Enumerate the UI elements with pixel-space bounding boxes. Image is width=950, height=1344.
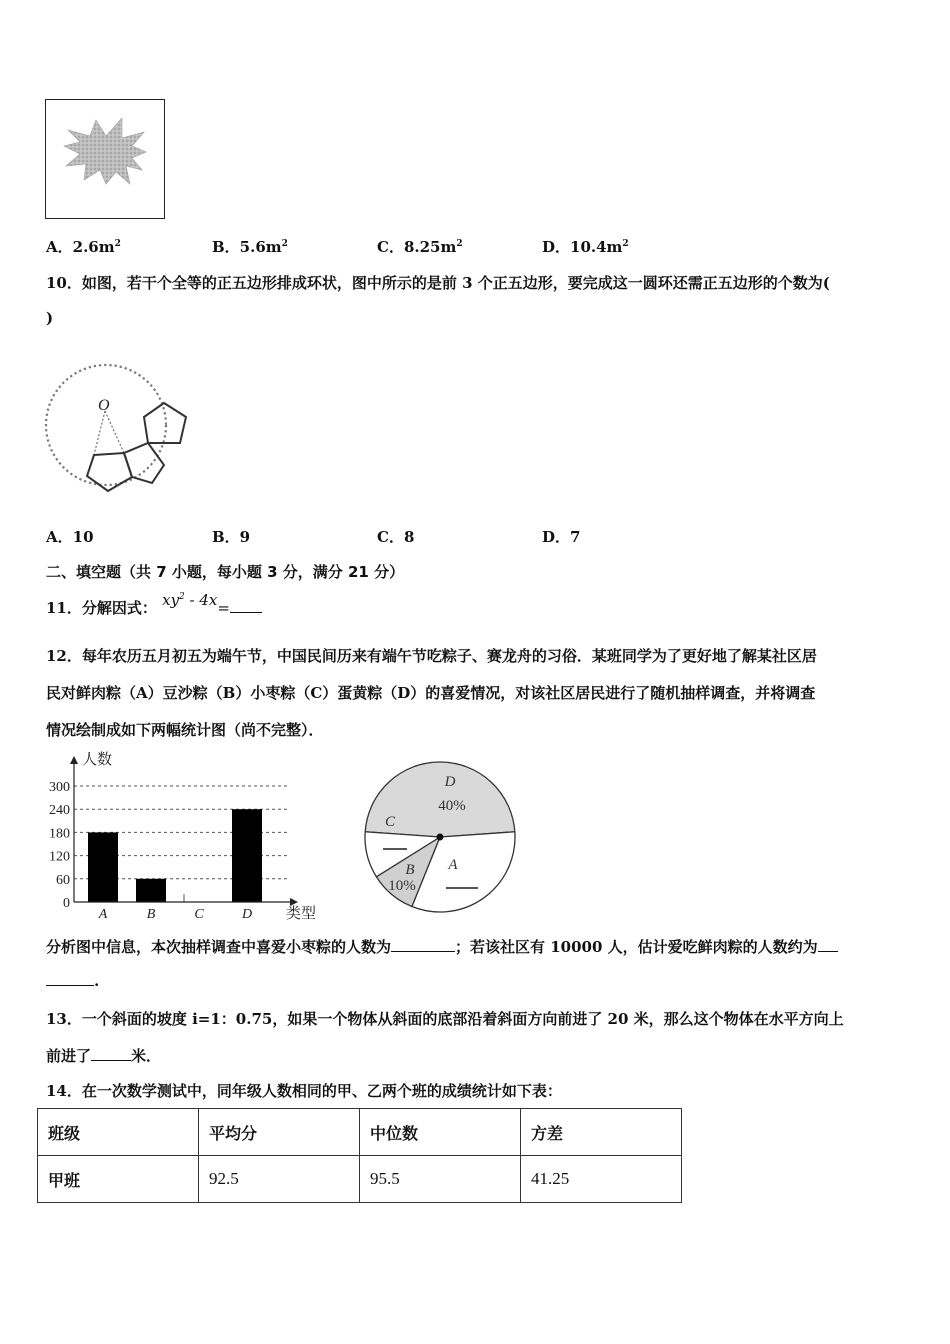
q11-line: [46, 591, 262, 618]
q9-option-b: B．$5.6m^2$: [212, 238, 288, 256]
q10-text: 10．如图，若干个全等的正五边形排成环状，图中所示的是前 3 个正五边形，要完成这一圆环还需正五边形的个数为(: [46, 274, 830, 292]
y-tick-label: 240: [49, 803, 70, 819]
q13-blank[interactable]: [91, 1060, 131, 1061]
pie-center-dot: [437, 834, 444, 841]
q10-label-o: O: [98, 397, 110, 414]
pie-percent-B: 10%: [388, 878, 416, 894]
x-tick-label: D: [241, 907, 253, 922]
q10-option-a: A．10: [46, 528, 94, 546]
q11-blank[interactable]: [230, 612, 262, 613]
q10-option-d: D．7: [542, 528, 581, 546]
table-header-cell: 方差: [521, 1109, 682, 1156]
q14-text: 14．在一次数学测试中，同年级人数相同的甲、乙两个班的成绩统计如下表：: [46, 1082, 562, 1100]
q12-blank-a-part2[interactable]: [46, 985, 94, 986]
table-row: [38, 1156, 682, 1203]
table-cell: 41.25: [521, 1156, 682, 1203]
y-tick-label: 300: [49, 780, 70, 795]
table-cell: 甲班: [38, 1156, 199, 1203]
q12-analysis-cont: .: [46, 972, 99, 990]
starburst-shape: [46, 100, 164, 218]
table-cell: 92.5: [199, 1156, 360, 1203]
bar-D: [232, 809, 262, 902]
section2-heading: 二、填空题（共 7 小题，每小题 3 分，满分 21 分）: [46, 563, 405, 581]
q9-option-c: C．$8.25m^2$: [377, 238, 463, 256]
y-tick-label: 120: [49, 849, 70, 865]
pie-percent-D: 40%: [438, 798, 466, 814]
q10-text-cont: ): [46, 309, 54, 327]
pie-label-D: D: [444, 774, 456, 790]
bar-A: [88, 832, 118, 902]
x-tick-label: A: [98, 907, 108, 922]
table-header-cell: 中位数: [360, 1109, 521, 1156]
pie-label-B: B: [405, 862, 415, 878]
y-tick-label: 0: [63, 896, 70, 911]
bar-chart: [40, 748, 330, 923]
y-tick-label: 180: [49, 826, 70, 842]
table-cell: 95.5: [360, 1156, 521, 1203]
pie-label-C: C: [384, 814, 396, 830]
pie-chart: [360, 756, 530, 918]
q12-blank-a-part1[interactable]: [818, 951, 838, 952]
bar-B: [136, 879, 166, 902]
x-axis-arrow: [290, 898, 298, 906]
x-tick-label: B: [146, 907, 156, 922]
q11-prefix: 11．分解因式：: [46, 599, 157, 617]
q12-analysis: 分析图中信息，本次抽样调查中喜爱小枣粽的人数为 ；若该社区有 10000 人，估计爱吃鲜肉粽的人数约为: [46, 936, 838, 957]
q14-table: [37, 1108, 682, 1203]
q10-option-b: B．9: [212, 528, 251, 546]
q12-line3: 情况绘制成如下两幅统计图（尚不完整）．: [46, 721, 324, 739]
q11-expression: $xy^2 - 4x$: [162, 591, 218, 609]
table-header-row: [38, 1109, 682, 1156]
q12-line2: 民对鲜肉粽（A）豆沙粽（B）小枣粽（C）蛋黄粽（D）的喜爱情况，对该社区居民进行了随机抽样调查，并将调查: [46, 684, 816, 702]
q9-figure: [45, 99, 165, 219]
table-header-cell: 平均分: [199, 1109, 360, 1156]
x-axis-label: 类型: [286, 906, 317, 922]
y-axis-label: 人数: [82, 752, 113, 768]
q12-line1: 12．每年农历五月初五为端午节，中国民间历来有端午节吃粽子、赛龙舟的习俗．某班同学为了更好地了解某社区居: [46, 647, 817, 665]
q13-line1: 13．一个斜面的坡度 i=1：0.75，如果一个物体从斜面的底部沿着斜面方向前进了 20 米，那么这个物体在水平方向上: [46, 1010, 844, 1028]
x-tick-label: C: [194, 907, 204, 922]
q10-pentagon-figure: [40, 345, 200, 505]
q11-equals: =: [217, 599, 230, 617]
table-header-cell: 班级: [38, 1109, 199, 1156]
y-tick-label: 60: [56, 872, 70, 888]
q9-option-d: D．$10.4m^2$: [542, 238, 629, 256]
q9-option-a: A．$2.6m^2$: [46, 238, 121, 256]
q13-line2: 前进了 米．: [46, 1047, 162, 1065]
pie-label-A: A: [448, 857, 458, 873]
q12-blank-c[interactable]: [391, 951, 455, 952]
q10-option-c: C．8: [377, 528, 415, 546]
y-axis-arrow: [70, 756, 78, 764]
